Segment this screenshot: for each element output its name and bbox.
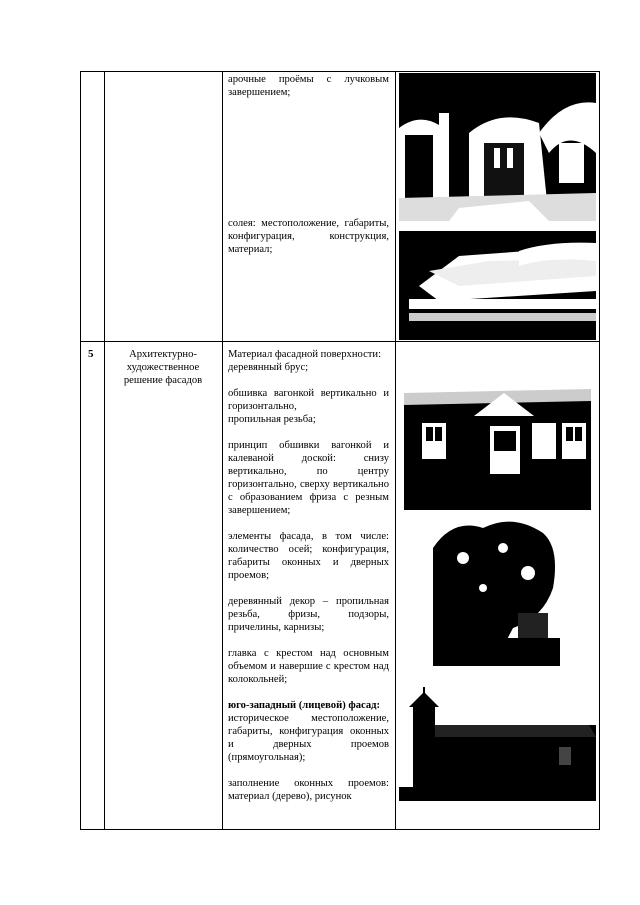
section-name: Архитектурно-художественное решение фасадов — [123, 349, 203, 386]
paragraph-material: Материал фасадной поверхности: деревянный брус; — [228, 349, 382, 373]
paragraph-wood-decor: деревянный декор – пропильная резьба, фризы, подзоры, причелины, карнизы; — [228, 596, 389, 633]
paragraph-window-fill: заполнение оконных проемов: материал (дерево), рисунок — [228, 778, 389, 802]
table-border-bottom — [80, 829, 600, 830]
paragraph-cladding: обшивка вагонкой вертикально и горизонтально, пропильная резьба; — [228, 388, 389, 425]
col-line-2 — [104, 71, 105, 830]
table-border-top — [80, 71, 600, 72]
paragraph-southwest-facade: юго-западный (лицевой) фасад: историческое местоположение, габариты, конфигурация оконных и дверных проемов (прямоугольная); — [228, 700, 389, 763]
col-line-4 — [395, 71, 396, 830]
top-row-item-1 — [228, 73, 389, 99]
row-number: 5 — [88, 348, 94, 360]
paragraph-facade-elements: элементы фасада, в том числе: количество осей; конфигурация, габариты оконных и дверных проемов; — [228, 531, 389, 581]
top-row-item-2 — [228, 217, 389, 256]
solea-text: солея: местоположение, габариты, конфигурация, конструкция, материал; — [228, 218, 389, 255]
southwest-facade-photo — [399, 687, 596, 801]
arch-openings-text: арочные проёмы с лучковым завершением; — [228, 74, 389, 98]
section-description — [228, 348, 389, 803]
paragraph-cladding-principle: принцип обшивки вагонкой и калеваной доской: снизу вертикально, по центру горизонтально, сверху вертикально с образованием фриза с резным завершением; — [228, 440, 389, 516]
col-line-5 — [599, 71, 600, 830]
col-line-1 — [80, 71, 81, 830]
church-interior-arches-photo — [399, 73, 596, 221]
southwest-facade-heading: юго-западный (лицевой) фасад: — [228, 700, 381, 711]
row-divider — [80, 341, 600, 342]
tree-facade-photo — [433, 518, 560, 666]
solea-photo — [399, 231, 596, 340]
facade-cladding-photo — [404, 371, 591, 510]
col-line-3 — [222, 71, 223, 830]
paragraph-domes: главка с крестом над основным объемом и навершие с крестом над колокольней; — [228, 648, 389, 685]
